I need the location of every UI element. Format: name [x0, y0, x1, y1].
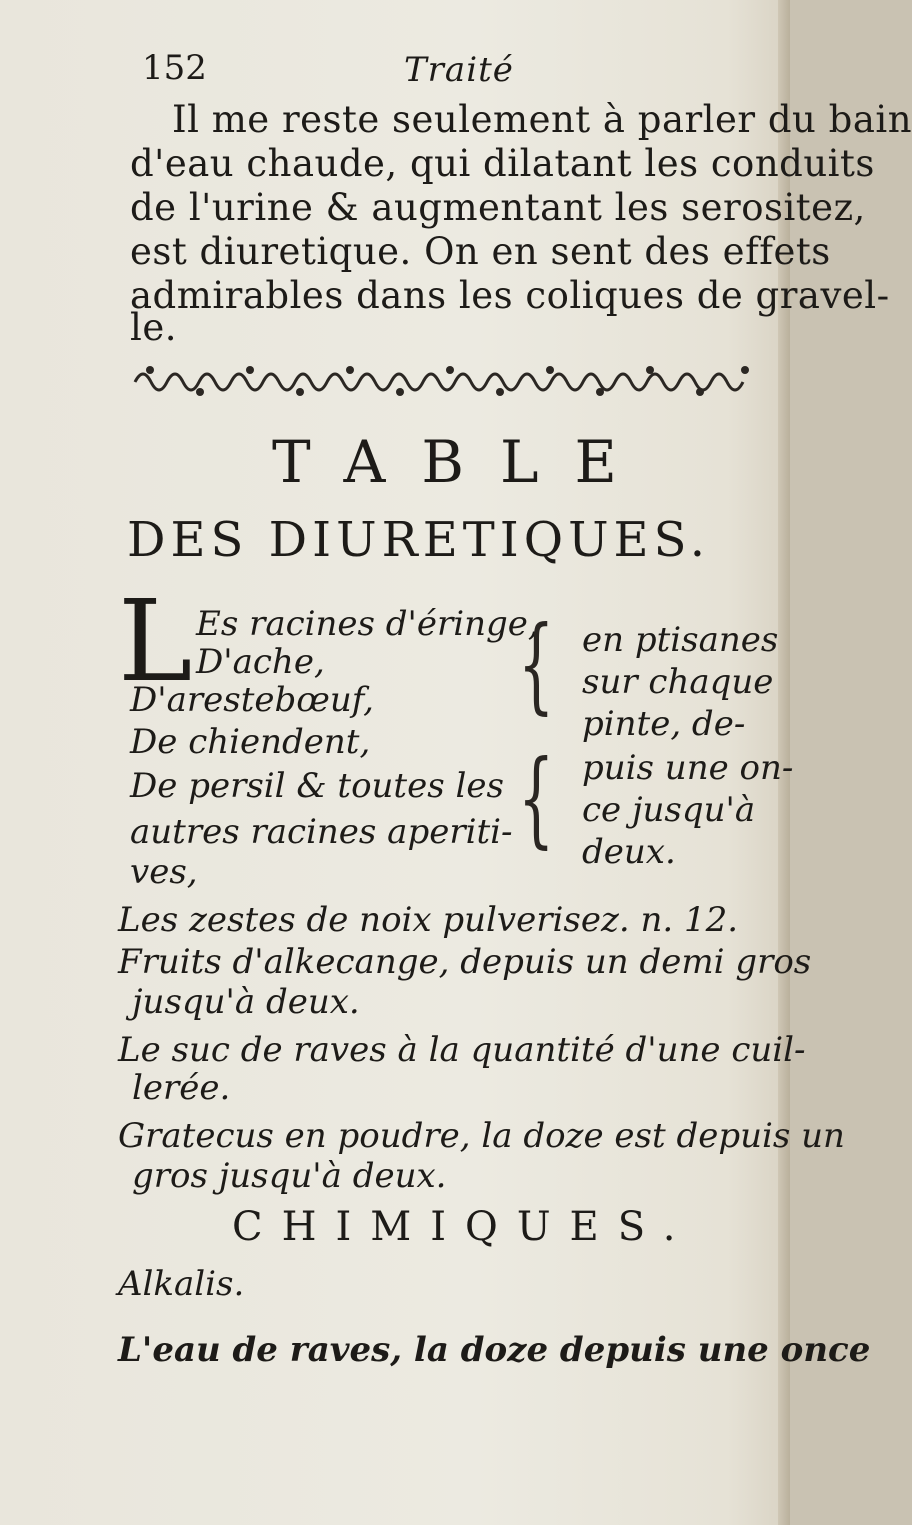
entry-line: Fruits d'alkecange, depuis un demi gros	[118, 942, 812, 982]
paragraph-line: Il me reste seulement à parler du bain	[172, 98, 912, 141]
table-subtitle: DES DIURETIQUES.	[127, 512, 710, 568]
paragraph-line: d'eau chaude, qui dilatant les conduits	[130, 142, 875, 185]
paragraph-line: admirables dans les coliques de gravel-	[130, 274, 890, 317]
group-note-line: deux.	[582, 832, 676, 872]
paragraph-line: est diuretique. On en sent des effets	[130, 230, 831, 273]
group-line: D'arestebœuf,	[130, 680, 374, 720]
left-brace-upper: {	[518, 603, 555, 725]
section-heading: CHIMIQUES.	[232, 1204, 695, 1250]
drop-cap: L	[118, 577, 193, 707]
group-note-line: en ptisanes	[582, 620, 779, 660]
entry-line: jusqu'à deux.	[132, 982, 360, 1022]
ornamental-rule	[130, 356, 760, 402]
entry-line: Le suc de raves à la quantité d'une cuil-	[118, 1030, 806, 1070]
group-line: De persil & toutes les	[130, 766, 504, 806]
chimiques-line: Alkalis.	[118, 1264, 245, 1304]
entry-line: Gratecus en poudre, la doze est depuis un	[118, 1116, 845, 1156]
page-number: 152	[142, 48, 207, 88]
running-title: Traité	[404, 50, 514, 90]
paragraph-line: de l'urine & augmentant les serositez,	[130, 186, 866, 229]
group-note-line: pinte, de-	[582, 704, 746, 744]
entry-line: lerée.	[132, 1068, 231, 1108]
group-line: D'ache,	[196, 642, 325, 682]
group-note-line: puis une on-	[582, 748, 794, 788]
entry-line: Les zestes de noix pulverisez. n. 12.	[118, 900, 739, 940]
group-line: ves,	[130, 852, 198, 892]
left-brace-lower: {	[518, 737, 555, 859]
entry-line: gros jusqu'à deux.	[132, 1156, 447, 1196]
group-note-line: sur chaque	[582, 662, 774, 702]
group-line: De chiendent,	[130, 722, 371, 762]
group-note-line: ce jusqu'à	[582, 790, 756, 830]
chimiques-line: L'eau de raves, la doze depuis une once	[118, 1330, 871, 1370]
group-line: autres racines aperiti-	[130, 812, 513, 852]
group-line: Es racines d'éringe,	[196, 604, 539, 644]
table-title: TABLE	[272, 428, 653, 496]
paragraph-line: le.	[130, 306, 177, 349]
